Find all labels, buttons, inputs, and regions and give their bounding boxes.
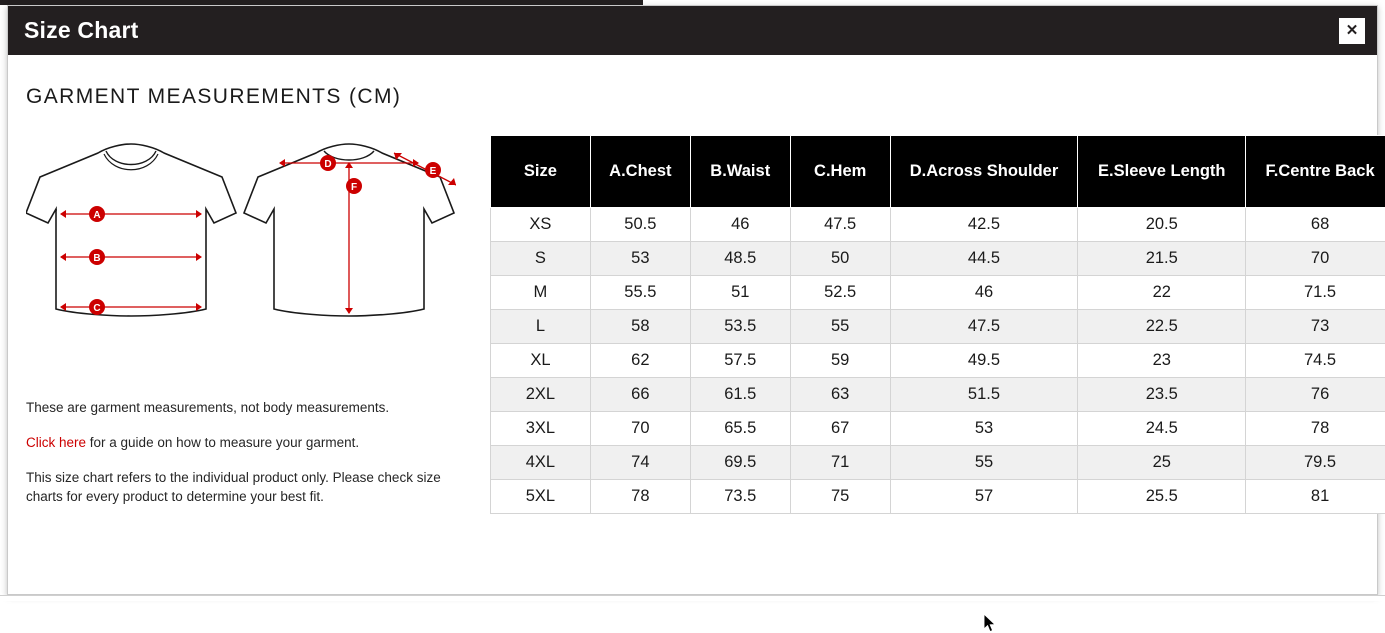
cell-across-shoulder: 51.5 <box>890 378 1078 412</box>
body-columns <box>26 131 1359 514</box>
table-row <box>491 208 1385 242</box>
cell-hem: 47.5 <box>790 208 890 242</box>
table-row <box>491 310 1385 344</box>
table-row <box>491 276 1385 310</box>
cell-across-shoulder: 49.5 <box>890 344 1078 378</box>
table-row <box>491 378 1385 412</box>
note-line-2 <box>26 433 472 452</box>
column-header-centre-back: F.Centre Back <box>1246 136 1385 208</box>
cell-hem: 75 <box>790 480 890 514</box>
cell-hem: 52.5 <box>790 276 890 310</box>
svg-text:D: D <box>324 159 331 170</box>
cell-across-shoulder: 46 <box>890 276 1078 310</box>
cell-waist: 46 <box>690 208 790 242</box>
table-header-row <box>491 136 1385 208</box>
cell-sleeve-length: 23.5 <box>1078 378 1246 412</box>
cell-waist: 48.5 <box>690 242 790 276</box>
cell-waist: 65.5 <box>690 412 790 446</box>
page-title: Size Chart <box>24 17 138 44</box>
cell-hem: 71 <box>790 446 890 480</box>
column-header-chest: A.Chest <box>590 136 690 208</box>
cell-hem: 50 <box>790 242 890 276</box>
mouse-cursor-icon <box>983 613 997 633</box>
cell-chest: 66 <box>590 378 690 412</box>
cell-across-shoulder: 53 <box>890 412 1078 446</box>
cell-sleeve-length: 24.5 <box>1078 412 1246 446</box>
note-line-3: This size chart refers to the individual product only. Please check size charts for every product to determine your best fit. <box>26 468 472 506</box>
cell-across-shoulder: 47.5 <box>890 310 1078 344</box>
cell-waist: 53.5 <box>690 310 790 344</box>
modal-title-bar <box>8 6 1377 55</box>
svg-text:B: B <box>93 253 100 264</box>
garment-diagram <box>26 141 456 371</box>
cell-centre-back: 71.5 <box>1246 276 1385 310</box>
close-icon[interactable]: ✕ <box>1339 18 1365 44</box>
cell-centre-back: 74.5 <box>1246 344 1385 378</box>
svg-text:A: A <box>93 210 100 221</box>
column-header-size: Size <box>491 136 591 208</box>
cell-hem: 67 <box>790 412 890 446</box>
table-row <box>491 480 1385 514</box>
cell-chest: 55.5 <box>590 276 690 310</box>
cell-sleeve-length: 23 <box>1078 344 1246 378</box>
measure-guide-link[interactable]: Click here <box>26 435 86 450</box>
cell-waist: 51 <box>690 276 790 310</box>
cell-chest: 53 <box>590 242 690 276</box>
cell-centre-back: 78 <box>1246 412 1385 446</box>
cell-size: 5XL <box>491 480 591 514</box>
section-heading: GARMENT MEASUREMENTS (CM) <box>26 85 1359 109</box>
cell-size: S <box>491 242 591 276</box>
table-body <box>491 208 1385 514</box>
bottom-strip <box>0 595 1385 601</box>
cell-across-shoulder: 55 <box>890 446 1078 480</box>
svg-text:F: F <box>351 182 357 193</box>
cell-across-shoulder: 57 <box>890 480 1078 514</box>
cell-across-shoulder: 44.5 <box>890 242 1078 276</box>
cell-size: 2XL <box>491 378 591 412</box>
note-line-1: These are garment measurements, not body measurements. <box>26 398 472 417</box>
note-line-2-rest: for a guide on how to measure your garment. <box>86 435 359 450</box>
cell-hem: 63 <box>790 378 890 412</box>
table-row <box>491 344 1385 378</box>
left-column <box>26 131 472 514</box>
column-header-waist: B.Waist <box>690 136 790 208</box>
size-chart-modal <box>7 5 1378 595</box>
cell-hem: 59 <box>790 344 890 378</box>
cell-sleeve-length: 20.5 <box>1078 208 1246 242</box>
cell-hem: 55 <box>790 310 890 344</box>
column-header-across-shoulder: D.Across Shoulder <box>890 136 1078 208</box>
cell-size: 3XL <box>491 412 591 446</box>
cell-waist: 57.5 <box>690 344 790 378</box>
cell-chest: 62 <box>590 344 690 378</box>
cell-size: XS <box>491 208 591 242</box>
cell-sleeve-length: 22 <box>1078 276 1246 310</box>
cell-chest: 78 <box>590 480 690 514</box>
measurement-notes <box>26 398 472 507</box>
table-header <box>491 136 1385 208</box>
cell-across-shoulder: 42.5 <box>890 208 1078 242</box>
cell-sleeve-length: 22.5 <box>1078 310 1246 344</box>
cell-size: XL <box>491 344 591 378</box>
cell-waist: 61.5 <box>690 378 790 412</box>
cell-chest: 50.5 <box>590 208 690 242</box>
cell-chest: 74 <box>590 446 690 480</box>
table-row <box>491 446 1385 480</box>
cell-waist: 73.5 <box>690 480 790 514</box>
cell-centre-back: 70 <box>1246 242 1385 276</box>
size-table-container <box>472 131 1385 514</box>
cell-sleeve-length: 21.5 <box>1078 242 1246 276</box>
cell-chest: 58 <box>590 310 690 344</box>
cell-chest: 70 <box>590 412 690 446</box>
cell-sleeve-length: 25.5 <box>1078 480 1246 514</box>
svg-text:C: C <box>93 303 100 314</box>
cell-centre-back: 76 <box>1246 378 1385 412</box>
column-header-hem: C.Hem <box>790 136 890 208</box>
table-row <box>491 242 1385 276</box>
modal-content <box>8 55 1377 594</box>
cell-centre-back: 73 <box>1246 310 1385 344</box>
cell-size: M <box>491 276 591 310</box>
cell-sleeve-length: 25 <box>1078 446 1246 480</box>
cell-size: L <box>491 310 591 344</box>
cell-size: 4XL <box>491 446 591 480</box>
table-row <box>491 412 1385 446</box>
cell-centre-back: 68 <box>1246 208 1385 242</box>
size-chart-table <box>490 135 1385 514</box>
cell-centre-back: 79.5 <box>1246 446 1385 480</box>
cell-waist: 69.5 <box>690 446 790 480</box>
svg-text:E: E <box>430 166 437 177</box>
cell-centre-back: 81 <box>1246 480 1385 514</box>
column-header-sleeve-length: E.Sleeve Length <box>1078 136 1246 208</box>
